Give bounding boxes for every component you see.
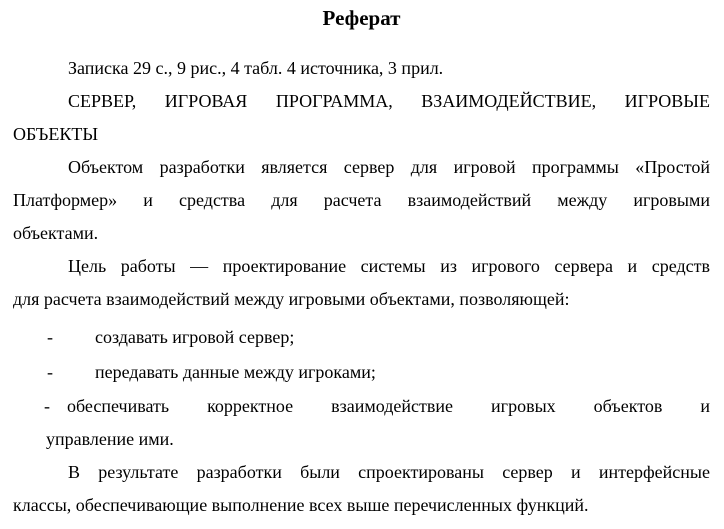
text-line: [13, 456, 710, 489]
text-line: [13, 423, 710, 456]
text-line: [13, 489, 710, 522]
line-text: Объектом разработки является сервер для игровой программы «Простой: [68, 157, 710, 177]
line-text: Платформер» и средства для расчета взаимодействий между игровыми: [13, 190, 710, 210]
line-text: В результате разработки были спроектированы сервер и интерфейсные: [68, 462, 710, 482]
line-text: ОБЪЕКТЫ: [13, 124, 99, 144]
text-line: [13, 283, 710, 316]
text-line: [13, 118, 710, 151]
line-text: создавать игровой сервер;: [95, 327, 295, 347]
text-line: [13, 151, 710, 184]
line-text: передавать данные между игроками;: [95, 362, 376, 382]
list-dash-marker: -: [44, 396, 50, 416]
list-item-line: [13, 321, 710, 354]
list-dash-marker: -: [47, 362, 53, 382]
list-dash-marker: -: [47, 327, 53, 347]
line-text: управление ими.: [46, 429, 174, 449]
text-line: [13, 184, 710, 217]
line-text: объектами.: [13, 223, 99, 243]
document-title: Реферат: [322, 6, 401, 30]
document-content: [13, 0, 710, 522]
text-line: [13, 250, 710, 283]
text-line: [13, 217, 710, 250]
line-text: Записка 29 с., 9 рис., 4 табл. 4 источника, 3 прил.: [68, 58, 444, 78]
line-text: Цель работы — проектирование системы из игрового сервера и средств: [68, 256, 710, 276]
text-line: [13, 52, 710, 85]
text-line: [13, 85, 710, 118]
line-text: классы, обеспечивающие выполнение всех выше перечисленных функций.: [13, 495, 589, 515]
list-item-line: [13, 356, 710, 389]
list-item-line: [13, 390, 710, 423]
line-text: СЕРВЕР, ИГРОВАЯ ПРОГРАММА, ВЗАИМОДЕЙСТВИЕ, ИГРОВЫЕ: [68, 91, 710, 111]
document-body: [13, 52, 710, 522]
line-text: обеспечивать корректное взаимодействие игровых объектов и: [67, 396, 710, 416]
line-text: для расчета взаимодействий между игровыми объектами, позволяющей:: [13, 289, 570, 309]
